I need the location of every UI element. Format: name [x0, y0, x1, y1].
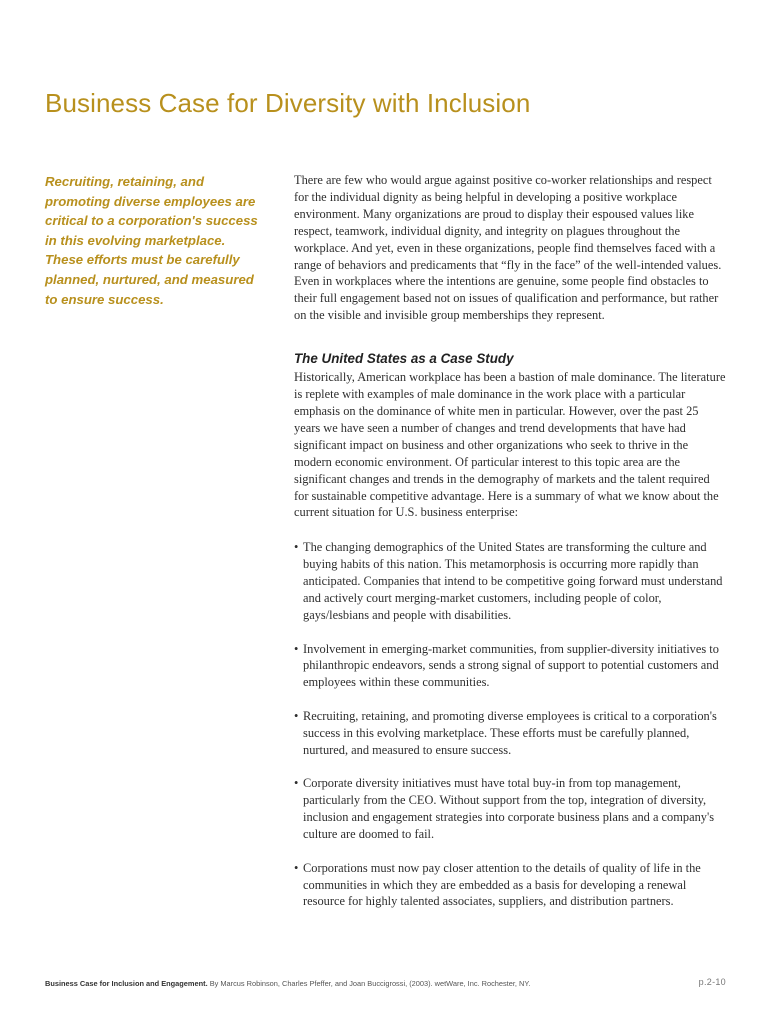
section-body: Historically, American workplace has been a bastion of male dominance. The literature is replete with examples of male dominance in the work place with a particular emphasis on the dominance of white men in particular. However, over the past 25 years we have seen a number of changes and trend developments that have had significant impact on business and other organizations who seek to thrive in the modern economic environment. Of particular interest to this topic area are the significant changes and trends in the demography of markets and the talent required for sustainable competitive advantage. Here is a summary of what we know about the current situation for U.S. business enterprise:	[294, 370, 726, 520]
bullet-icon: •	[294, 641, 299, 656]
bullet-icon: •	[294, 776, 299, 791]
bullet-icon: •	[294, 860, 299, 875]
bullet-item	[294, 641, 726, 692]
pull-quote: Recruiting, retaining, and promoting diverse employees are critical to a corporation's success in this evolving marketplace. These efforts must be carefully planned, nurtured, and measured to ensure success.	[45, 174, 258, 307]
citation-details: By Marcus Robinson, Charles Pfeffer, and Joan Buccigrossi, (2003). wetWare, Inc. Rochester, NY.	[207, 979, 531, 988]
footer-citation	[45, 979, 645, 988]
bullet-text: Recruiting, retaining, and promoting diverse employees is critical to a corporation's success in this evolving marketplace. These efforts must be carefully planned, nurtured, and measured to ensure success.	[303, 708, 717, 757]
bullet-icon: •	[294, 708, 299, 723]
citation-title: Business Case for Inclusion and Engagement.	[45, 979, 208, 988]
bullet-text: Corporations must now pay closer attention to the details of quality of life in the communities in which they are embedded as a basis for developing a renewal resource for highly talented associates, suppliers, and distribution partners.	[303, 860, 701, 909]
page-title: Business Case for Diversity with Inclusion	[45, 88, 531, 118]
bullet-item	[294, 775, 726, 843]
bullet-item	[294, 860, 726, 911]
bullet-item	[294, 539, 726, 624]
bullet-text: Involvement in emerging-market communities, from supplier-diversity initiatives to philanthropic endeavors, sends a strong signal of support to potential customers and employees within these communities.	[303, 641, 719, 690]
intro-paragraph: There are few who would argue against positive co-worker relationships and respect for the individual dignity as being helpful in developing a positive workplace environment. Many organizations are proud to display their espoused values like respect, teamwork, individual dignity, and integrity on plagues throughout the workplace. And yet, even in these organizations, people find themselves faced with a range of behaviors and predicaments that “fly in the face” of the well-intended values. Even in workplaces where the intentions are genuine, some people find obstacles to their full engagement based not on issues of qualification and performance, but rather on the visible and invisible group memberships they represent.	[294, 173, 722, 323]
bullet-icon: •	[294, 540, 299, 555]
bullet-list	[294, 539, 726, 910]
bullet-text: The changing demographics of the United States are transforming the culture and buying habits of this nation. This metamorphosis is occurring more rapidly than anticipated. Companies that intend to be competitive going forward must understand and actively court merging-market customers, including people of color, gays/lesbians and people with disabilities.	[303, 540, 723, 622]
page-number: p.2-10	[698, 977, 726, 987]
bullet-item	[294, 708, 726, 759]
section-heading: The United States as a Case Study	[294, 351, 514, 367]
main-column	[294, 172, 726, 927]
bullet-text: Corporate diversity initiatives must have total buy-in from top management, particularly from the CEO. Without support from the top, integration of diversity, inclusion and engagement strategies into corporate business plans and a company's culture are doomed to fail.	[303, 776, 715, 842]
